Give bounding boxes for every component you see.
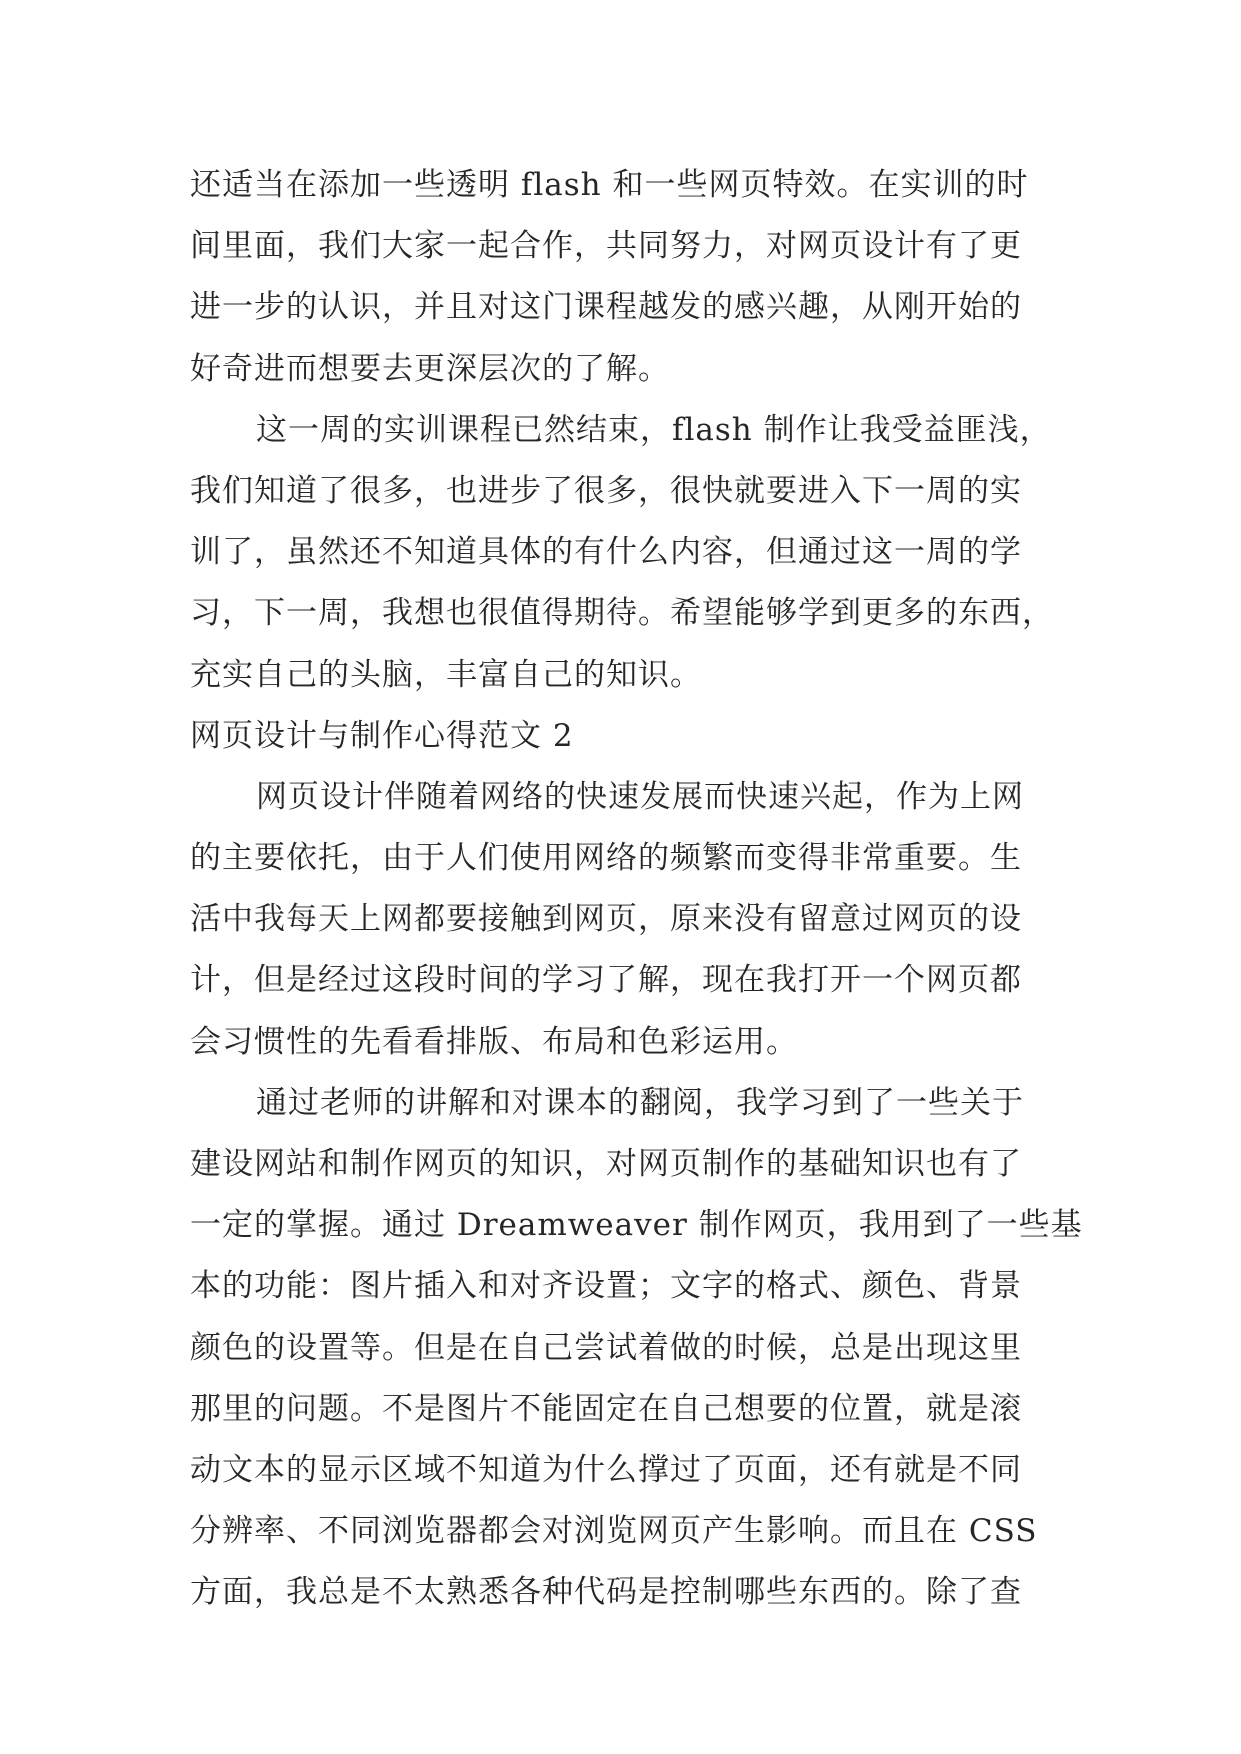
text-line: 颜色的设置等。但是在自己尝试着做的时候，总是出现这里: [190, 1329, 1022, 1366]
text-line: 本的功能：图片插入和对齐设置；文字的格式、颜色、背景: [190, 1268, 1022, 1305]
text-line: 习，下一周，我想也很值得期待。希望能够学到更多的东西，: [190, 595, 1054, 632]
text-line: 好奇进而想要去更深层次的了解。: [190, 350, 670, 387]
document-page: [190, 155, 1083, 1624]
paragraph-first-line: 网页设计伴随着网络的快速发展而快速兴起，作为上网: [256, 778, 1024, 815]
text-line: 活中我每天上网都要接触到网页，原来没有留意过网页的设: [190, 901, 1022, 938]
text-line: 训了，虽然还不知道具体的有什么内容，但通过这一周的学: [190, 534, 1022, 571]
text-line: 那里的问题。不是图片不能固定在自己想要的位置，就是滚: [190, 1390, 1022, 1427]
text-line: 间里面，我们大家一起合作，共同努力，对网页设计有了更: [190, 228, 1022, 265]
text-line: 我们知道了很多，也进步了很多，很快就要进入下一周的实: [190, 472, 1022, 509]
text-line: 分辨率、不同浏览器都会对浏览网页产生影响。而且在 CSS: [190, 1513, 1038, 1550]
text-line: 方面，我总是不太熟悉各种代码是控制哪些东西的。除了查: [190, 1574, 1022, 1611]
text-line: 进一步的认识，并且对这门课程越发的感兴趣，从刚开始的: [190, 289, 1022, 326]
section-heading: 网页设计与制作心得范文 2: [190, 717, 574, 754]
text-line: 会习惯性的先看看排版、布局和色彩运用。: [190, 1023, 798, 1060]
paragraph-first-line: 通过老师的讲解和对课本的翻阅，我学习到了一些关于: [256, 1084, 1024, 1121]
paragraph-first-line: 这一周的实训课程已然结束，flash 制作让我受益匪浅，: [256, 411, 1052, 448]
text-line: 充实自己的头脑，丰富自己的知识。: [190, 656, 702, 693]
text-line: 的主要依托，由于人们使用网络的频繁而变得非常重要。生: [190, 840, 1022, 877]
text-line: 计，但是经过这段时间的学习了解，现在我打开一个网页都: [190, 962, 1022, 999]
text-line: 建设网站和制作网页的知识，对网页制作的基础知识也有了: [190, 1146, 1022, 1182]
text-line: 一定的掌握。通过 Dreamweaver 制作网页，我用到了一些基: [190, 1207, 1083, 1244]
text-line: 还适当在添加一些透明 flash 和一些网页特效。在实训的时: [190, 167, 1029, 203]
text-line: 动文本的显示区域不知道为什么撑过了页面，还有就是不同: [190, 1451, 1022, 1488]
